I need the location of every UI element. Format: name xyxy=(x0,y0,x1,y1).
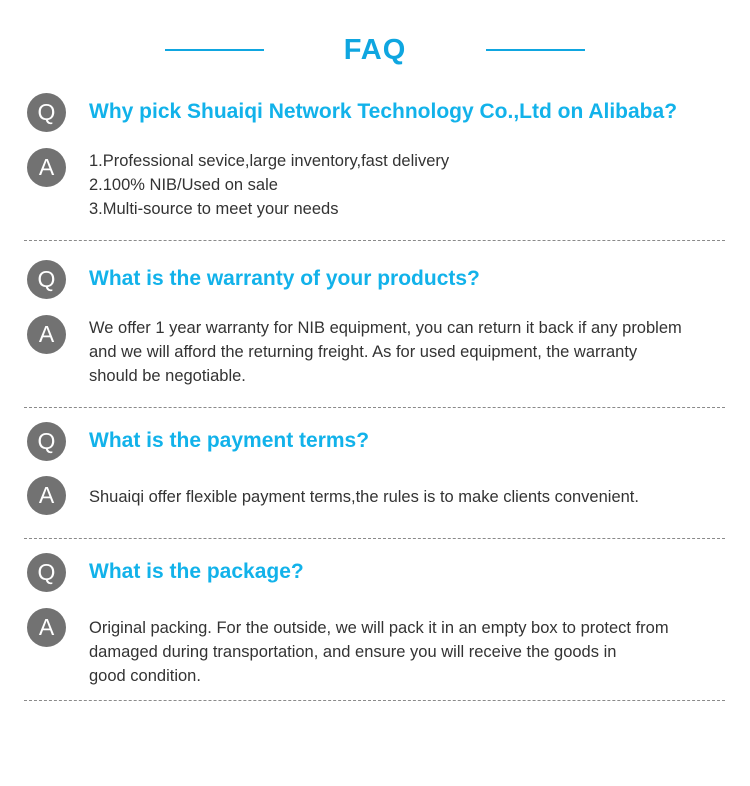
answer-badge-icon: A xyxy=(27,476,66,515)
answer-line: good condition. xyxy=(89,667,201,685)
section-divider xyxy=(24,240,725,241)
section-divider xyxy=(24,538,725,539)
answer-badge-icon: A xyxy=(27,315,66,354)
answer-line: damaged during transportation, and ensure you will receive the goods in xyxy=(89,643,617,661)
question-badge-icon: Q xyxy=(27,553,66,592)
faq-question: Why pick Shuaiqi Network Technology Co.,Ltd on Alibaba? xyxy=(89,100,678,123)
answer-badge-icon: A xyxy=(27,148,66,187)
faq-header xyxy=(0,28,750,72)
answer-line: 2.100% NIB/Used on sale xyxy=(89,176,278,194)
faq-answer xyxy=(89,485,744,509)
answer-line: 1.Professional sevice,large inventory,fast delivery xyxy=(89,152,450,170)
answer-badge-icon: A xyxy=(27,608,66,647)
answer-line: and we will afford the returning freight. As for used equipment, the warranty xyxy=(89,343,638,361)
page-title: FAQ xyxy=(343,34,407,66)
question-badge-icon: Q xyxy=(27,260,66,299)
faq-question: What is the package? xyxy=(89,560,304,583)
section-divider xyxy=(24,700,725,701)
faq-question: What is the payment terms? xyxy=(89,429,370,452)
answer-line: We offer 1 year warranty for NIB equipment, you can return it back if any problem xyxy=(89,319,682,337)
answer-line: Shuaiqi offer flexible payment terms,the rules is to make clients convenient. xyxy=(89,488,639,506)
header-divider-right xyxy=(486,49,585,51)
faq-answer xyxy=(89,149,744,221)
answer-line: Original packing. For the outside, we will pack it in an empty box to protect from xyxy=(89,619,669,637)
answer-line: 3.Multi-source to meet your needs xyxy=(89,200,339,218)
faq-answer xyxy=(89,316,744,388)
answer-line: should be negotiable. xyxy=(89,367,246,385)
faq-question: What is the warranty of your products? xyxy=(89,267,480,290)
question-badge-icon: Q xyxy=(27,93,66,132)
question-badge-icon: Q xyxy=(27,422,66,461)
faq-answer xyxy=(89,616,744,688)
section-divider xyxy=(24,407,725,408)
